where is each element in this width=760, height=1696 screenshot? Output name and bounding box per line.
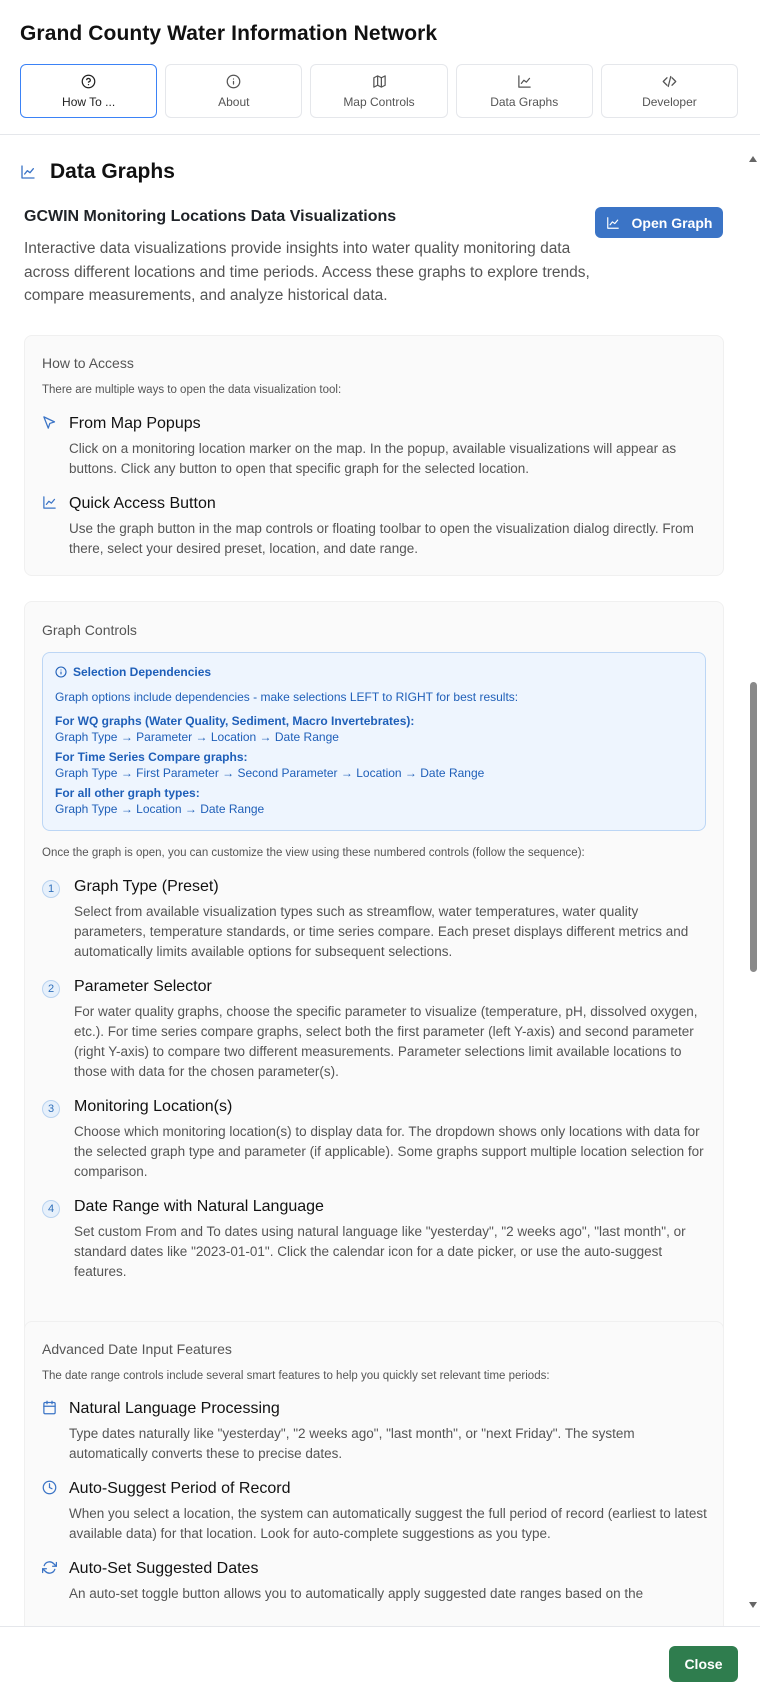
step-number: 4 <box>42 1200 60 1218</box>
step-desc: Select from available visualization types such as streamflow, water temperatures, water quality parameters, temperature standards, or time series compare. Each preset displays different metrics and automatically limits available options for subsequent selections. <box>74 904 689 959</box>
intro-title: GCWIN Monitoring Locations Data Visualizations <box>24 208 397 225</box>
cursor-pointer-icon <box>42 415 57 430</box>
help-circle-icon <box>81 74 96 89</box>
content-scroll-area[interactable] <box>0 136 760 1626</box>
step-number: 3 <box>42 1100 60 1118</box>
step-title: Monitoring Location(s) <box>74 1098 233 1115</box>
control-step <box>42 978 712 1078</box>
advanced-date-card <box>24 1321 724 1626</box>
control-step <box>42 1198 712 1278</box>
item-desc: An auto-set toggle button allows you to automatically apply suggested date ranges based on the <box>69 1586 644 1601</box>
line-chart-icon <box>517 74 532 89</box>
tab-how-to[interactable] <box>20 64 157 118</box>
vertical-scrollbar[interactable] <box>746 152 760 1608</box>
section-header <box>20 160 175 184</box>
step-title: Parameter Selector <box>74 978 212 995</box>
item-title: From Map Popups <box>69 415 201 432</box>
tab-bar <box>20 64 738 118</box>
step-desc: Set custom From and To dates using natural language like "yesterday", "2 weeks ago", "last month", or standard dates like "2023-01-01". Click the calendar icon for a date picker, or use the auto-suggest features. <box>74 1224 686 1279</box>
access-item-map-popups <box>42 415 712 475</box>
how-to-access-card <box>24 335 724 576</box>
dependencies-title: Selection Dependencies <box>73 665 212 679</box>
info-icon <box>226 74 241 89</box>
dependency-heading: For all other graph types: <box>55 786 200 800</box>
item-title: Quick Access Button <box>69 495 216 512</box>
step-desc: Choose which monitoring location(s) to display data for. The dropdown shows only locations with data for the selected graph type and parameter (if applicable). Some graphs support multiple location selection for comparison. <box>74 1124 704 1179</box>
item-desc: When you select a location, the system can automatically suggest the full period of record (earliest to latest available data) for that location. Look for auto-complete suggestions as you type. <box>69 1506 707 1541</box>
dialog-footer <box>0 1626 760 1696</box>
close-button[interactable]: Close <box>669 1646 738 1682</box>
tab-developer[interactable] <box>601 64 738 118</box>
step-desc: For water quality graphs, choose the specific parameter to visualize (temperature, pH, dissolved oxygen, etc.). For time series compare graphs, select both the first parameter (left Y-axis) and second parameter (right Y-axis) to compare two different measurements. Parameter selections limit available locations to those with data for the chosen parameter(s). <box>74 1004 698 1079</box>
card-subtitle: There are multiple ways to open the data visualization tool: <box>42 384 342 396</box>
access-item-quick-access <box>42 495 712 555</box>
tab-label: About <box>218 94 250 109</box>
card-title: Advanced Date Input Features <box>42 1341 232 1357</box>
app-title: Grand County Water Information Network <box>20 22 438 45</box>
dependency-heading: For Time Series Compare graphs: <box>55 750 248 764</box>
scrollbar-thumb[interactable] <box>750 682 757 972</box>
item-desc: Type dates naturally like "yesterday", "2 weeks ago", "last month", or "next Friday". The system automatically converts these to precise dates. <box>69 1426 635 1461</box>
tab-label: Data Graphs <box>490 94 559 109</box>
item-desc: Click on a monitoring location marker on the map. In the popup, available visualizations will appear as buttons. Click any button to open that specific graph for the selected location. <box>69 441 677 476</box>
tab-label: How To ... <box>62 94 116 109</box>
step-number: 2 <box>42 980 60 998</box>
map-icon <box>372 74 387 89</box>
sequence-note: Once the graph is open, you can customize the view using these numbered controls (follow the sequence): <box>42 847 585 859</box>
line-chart-icon <box>42 495 57 510</box>
item-desc: Use the graph button in the map controls or floating toolbar to open the visualization dialog directly. From there, select your desired preset, location, and date range. <box>69 521 694 556</box>
intro-text: Interactive data visualizations provide insights into water quality monitoring data across different locations and time periods. Access these graphs to explore trends, compare measurements, and analyze historical data. <box>24 240 590 304</box>
scroll-down-arrow-icon[interactable] <box>749 1602 757 1608</box>
line-chart-icon <box>20 164 36 180</box>
graph-controls-card <box>24 601 724 1433</box>
step-title: Date Range with Natural Language <box>74 1198 324 1215</box>
line-chart-icon <box>606 216 620 230</box>
section-title: Data Graphs <box>50 160 175 183</box>
item-title: Auto-Set Suggested Dates <box>69 1560 259 1577</box>
control-step <box>42 1098 712 1178</box>
tab-about[interactable] <box>165 64 302 118</box>
item-title: Auto-Suggest Period of Record <box>69 1480 291 1497</box>
card-subtitle: The date range controls include several smart features to help you quickly set relevant time periods: <box>42 1370 550 1382</box>
tab-data-graphs[interactable] <box>456 64 593 118</box>
scroll-up-arrow-icon[interactable] <box>749 156 757 162</box>
date-feature-auto-suggest <box>42 1480 712 1540</box>
card-title: Graph Controls <box>42 622 137 638</box>
date-feature-natural-language <box>42 1400 712 1460</box>
dependency-heading: For WQ graphs (Water Quality, Sediment, Macro Invertebrates): <box>55 714 415 728</box>
open-graph-label: Open Graph <box>631 214 713 231</box>
info-icon <box>55 666 67 678</box>
selection-dependencies-box <box>42 652 706 831</box>
calendar-icon <box>42 1400 57 1415</box>
clock-icon <box>42 1480 57 1495</box>
date-feature-auto-set <box>42 1560 712 1620</box>
tab-label: Developer <box>642 94 697 109</box>
dependency-flow: Graph Type → First Parameter → Second Parameter → Location → Date Range <box>55 766 485 780</box>
dependency-flow: Graph Type → Parameter → Location → Date Range <box>55 730 339 744</box>
code-icon <box>662 74 677 89</box>
refresh-icon <box>42 1560 57 1575</box>
card-title: How to Access <box>42 355 134 371</box>
tab-map-controls[interactable] <box>310 64 447 118</box>
item-title: Natural Language Processing <box>69 1400 280 1417</box>
control-step <box>42 878 712 958</box>
step-title: Graph Type (Preset) <box>74 878 219 895</box>
dialog-header <box>0 0 760 135</box>
dependency-flow: Graph Type → Location → Date Range <box>55 802 265 816</box>
open-graph-button[interactable] <box>595 207 723 238</box>
dependencies-intro: Graph options include dependencies - make selections LEFT to RIGHT for best results: <box>55 690 519 704</box>
step-number: 1 <box>42 880 60 898</box>
tab-label: Map Controls <box>343 94 415 109</box>
